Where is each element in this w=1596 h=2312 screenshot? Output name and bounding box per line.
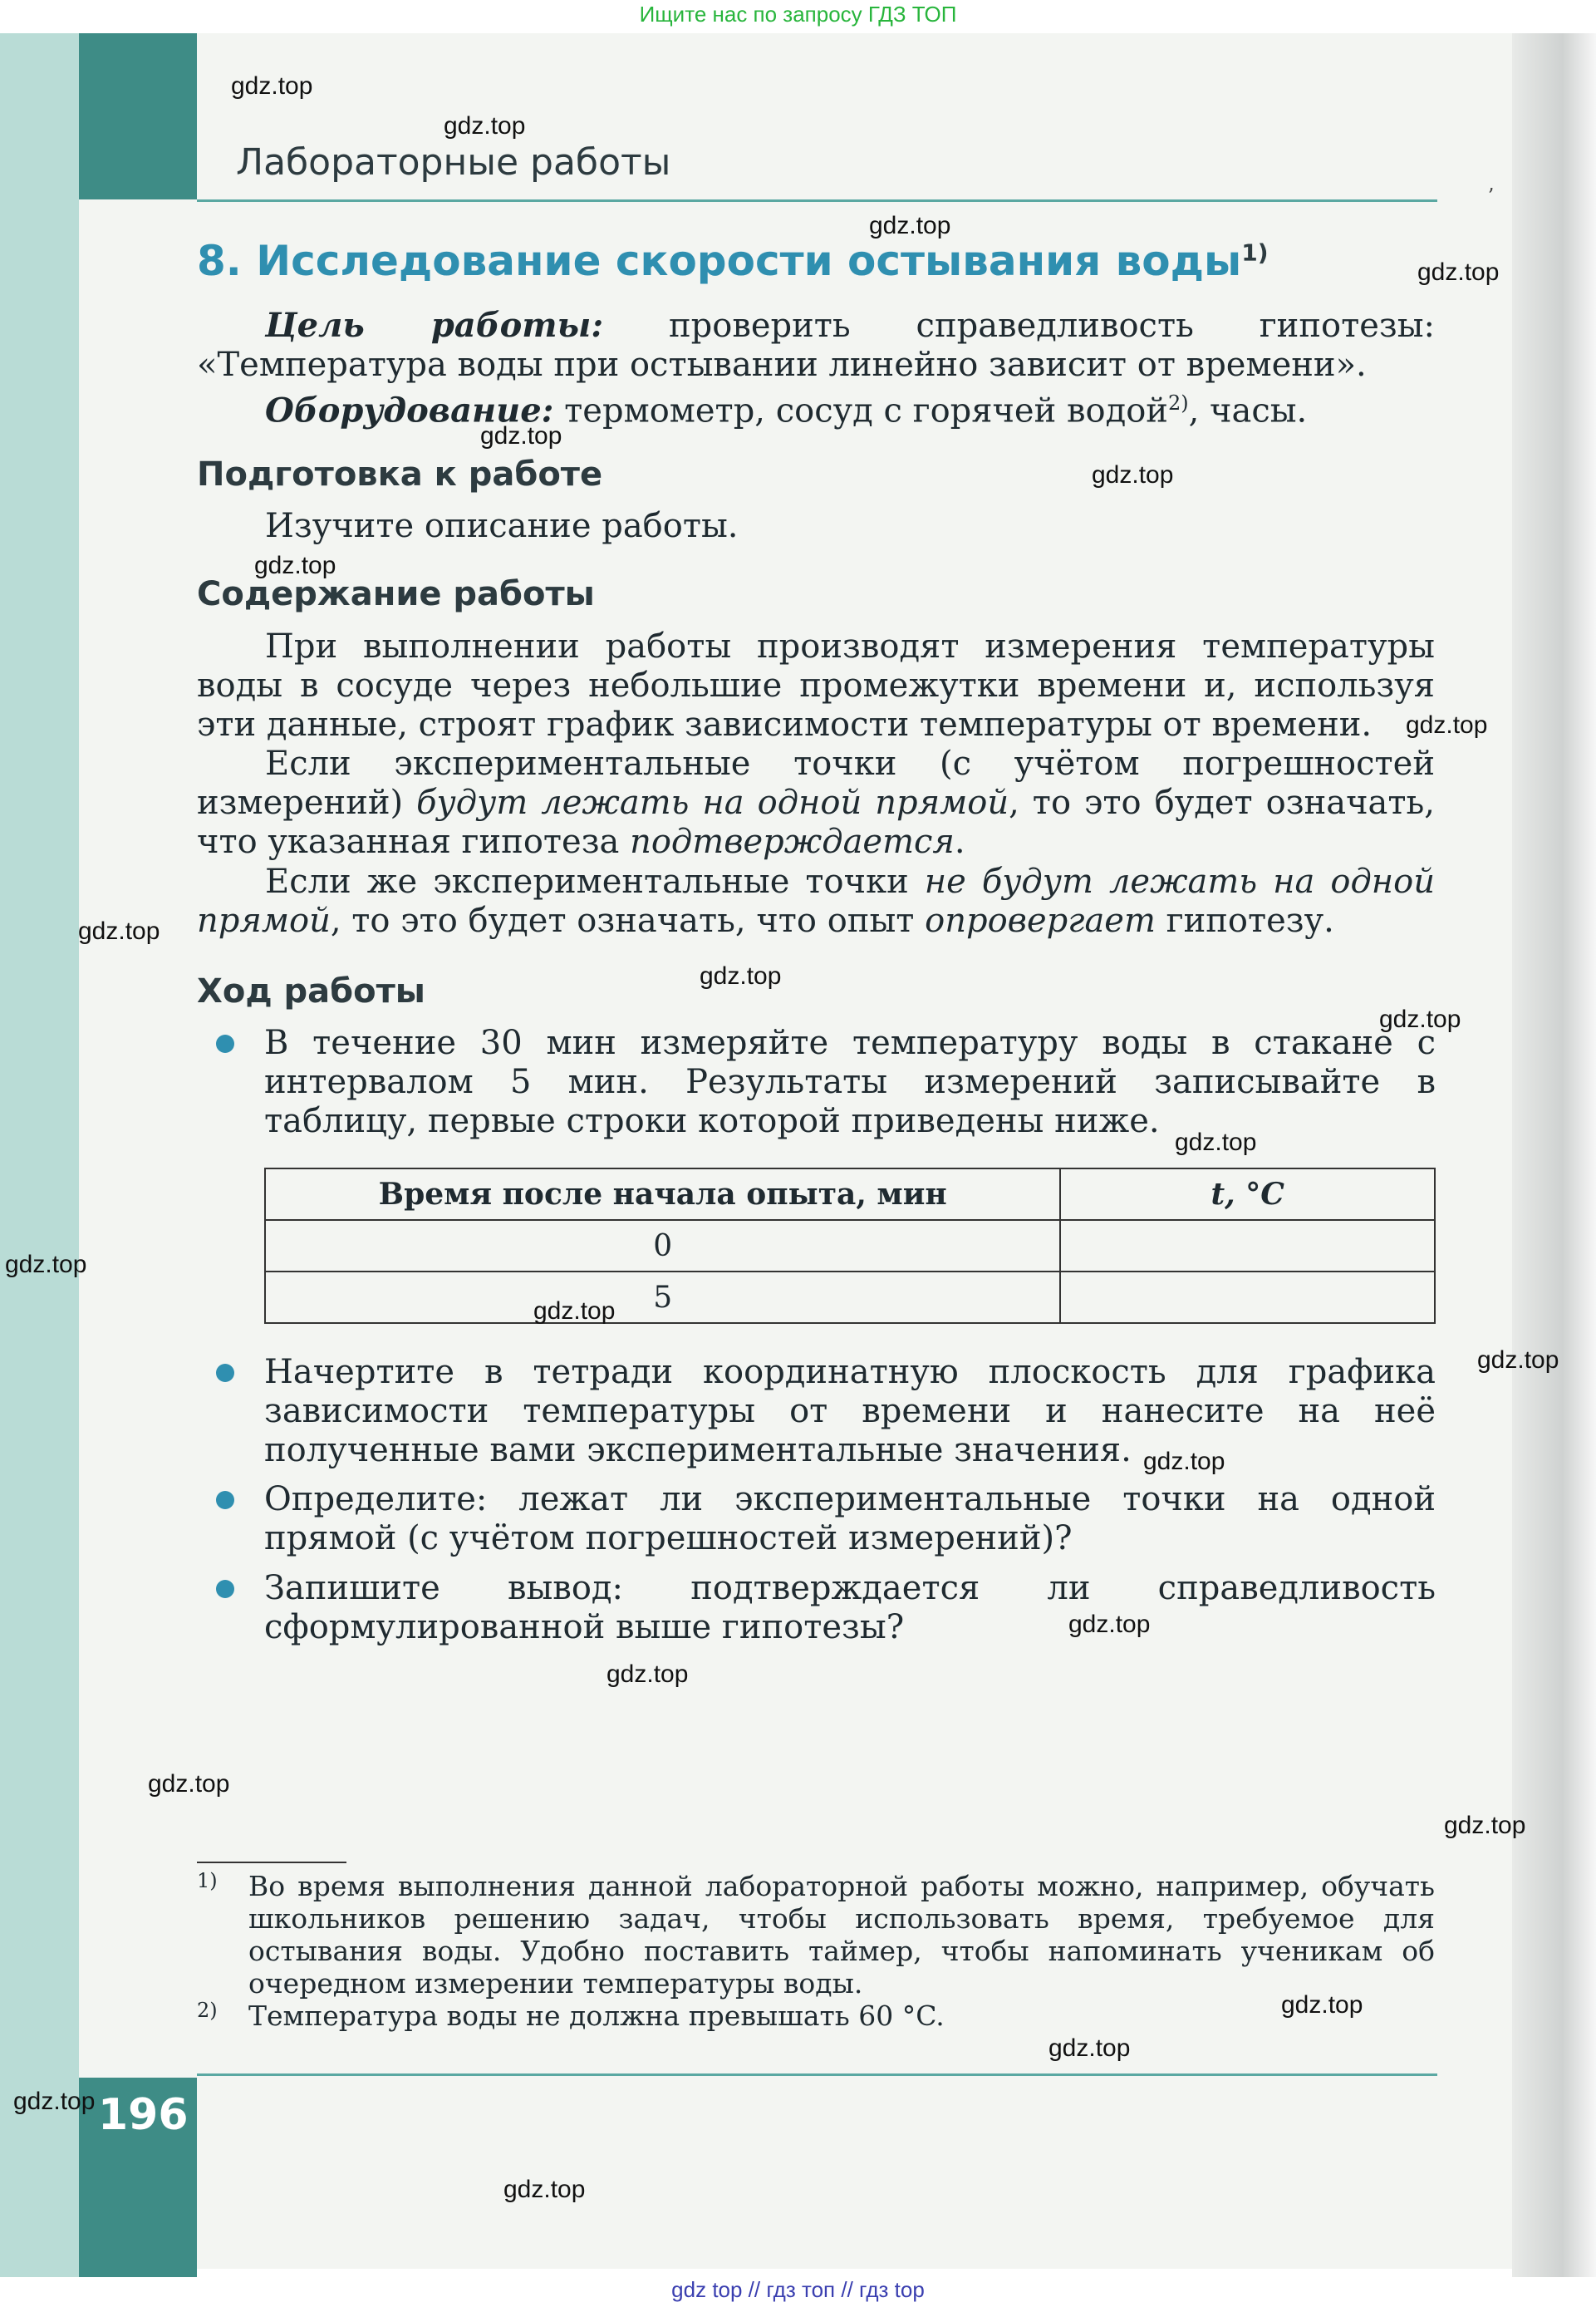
watermark: gdz.top <box>1379 1006 1461 1033</box>
bullet-dot <box>216 1580 234 1598</box>
bullet-dot <box>216 1035 234 1053</box>
p2-emphasis-lie: будут лежать на одной прямой <box>416 784 1009 822</box>
footnote-1 <box>197 1870 1435 2000</box>
watermark: gdz.top <box>148 1770 230 1798</box>
watermark: gdz.top <box>78 917 160 945</box>
watermark: gdz.top <box>869 212 951 239</box>
goal-paragraph <box>197 306 1435 385</box>
table-row <box>265 1220 1435 1272</box>
p3-emphasis-refutes: опровергает <box>925 902 1156 940</box>
watermark: gdz.top <box>533 1297 616 1325</box>
procedure-step-3: Определите: лежат ли экспериментальные точки на одной прямой (с учётом погрешностей измерений)? <box>264 1480 1436 1557</box>
content-paragraph-3 <box>197 863 1435 941</box>
p2-part-a: Если экспериментальные точки (с учётом погрешностей измерений) <box>197 745 1435 822</box>
watermark: gdz.top <box>231 72 313 100</box>
table-cell-temperature[interactable] <box>1060 1220 1435 1272</box>
watermark: gdz.top <box>1092 461 1174 489</box>
section-title: Лабораторные работы <box>236 141 671 184</box>
table-header-row <box>265 1168 1435 1220</box>
lab-number: 8. <box>197 237 242 285</box>
procedure-step-1: В течение 30 мин измеряйте температуру воды в стакане с интервалом 5 мин. Результаты измерений записывайте в таблицу, первые строки которой приведены ниже. <box>264 1024 1436 1140</box>
bullet-dot <box>216 1491 234 1509</box>
table-cell-time: 0 <box>265 1220 1060 1272</box>
table-header-temperature: t, °C <box>1060 1168 1435 1220</box>
footnote-1-text: Во время выполнения данной лабораторной работы можно, например, обучать школьников решению задач, чтобы использовать время, требуемое для остывания воды. Удобно поставить таймер, чтобы напоминать ученикам об очередном измерении температуры воды. <box>248 1870 1435 2000</box>
tick-mark: ʼ <box>1487 184 1494 208</box>
watermark: gdz.top <box>1417 258 1500 286</box>
goal-label: Цель работы: <box>265 306 604 345</box>
watermark: gdz.top <box>1175 1129 1257 1156</box>
watermark: gdz.top <box>1477 1346 1559 1374</box>
section-divider <box>197 199 1437 202</box>
watermark: gdz.top <box>444 112 526 140</box>
content-paragraph-1: При выполнении работы производят измерения температуры воды в сосуде через небольшие промежутки времени и, используя эти данные, строят график зависимости температуры от времени. <box>197 627 1435 744</box>
left-margin-stripe <box>0 33 79 2277</box>
goal-text: проверить справедливость гипотезы: «Температура воды при остывании линейно зависит от времени». <box>197 307 1436 384</box>
watermark: gdz.top <box>1068 1611 1151 1638</box>
equipment-paragraph <box>197 384 1435 430</box>
watermark: gdz.top <box>606 1660 689 1688</box>
watermark: gdz.top <box>1281 1991 1363 2019</box>
table-cell-temperature[interactable] <box>1060 1272 1435 1323</box>
footnote-divider <box>197 1862 346 1863</box>
equipment-tail: , часы. <box>1188 391 1308 430</box>
p3-emphasis-not-lie: не будут лежать на одной прямой <box>197 863 1435 940</box>
prep-heading: Подготовка к работе <box>197 455 603 494</box>
p3-part-c: , то это будет означать, что опыт <box>330 902 915 940</box>
procedure-step-2: Начертите в тетради координатную плоскость для графика зависимости температуры от времени и нанесите на неё полученные вами экспериментальные значения. <box>264 1353 1436 1469</box>
p2-emphasis-confirmed: подтверждается <box>630 823 955 861</box>
page-number: 196 <box>98 2090 189 2140</box>
p3-part-a: Если же экспериментальные точки <box>265 863 909 901</box>
content-paragraph-2 <box>197 745 1435 862</box>
content-heading: Содержание работы <box>197 575 595 613</box>
p2-part-e: . <box>954 823 965 861</box>
lab-title <box>197 237 1269 285</box>
footnote-1-mark: 1) <box>197 1869 218 1892</box>
footnote-2 <box>197 2000 1435 2032</box>
p2-part-c: , то это будет означать, что указанная гипотеза <box>197 784 1436 861</box>
table-cell-time: 5 <box>265 1272 1060 1323</box>
watermark: gdz.top <box>503 2176 586 2203</box>
footnote-2-text: Температура воды не должна превышать 60 °C. <box>248 2000 945 2032</box>
prep-text: Изучите описание работы. <box>265 507 739 545</box>
top-banner[interactable]: Ищите нас по запросу ГДЗ ТОП <box>639 2 957 27</box>
header-tab <box>79 33 197 199</box>
watermark: gdz.top <box>1143 1448 1225 1475</box>
watermark: gdz.top <box>1406 711 1488 739</box>
page-edge-shadow <box>1512 33 1596 2277</box>
footnote-2-mark: 2) <box>197 1999 218 2022</box>
bottom-divider <box>197 2073 1437 2076</box>
table-header-time: Время после начала опыта, мин <box>265 1168 1060 1220</box>
watermark: gdz.top <box>1444 1812 1526 1839</box>
watermark: gdz.top <box>1048 2034 1131 2062</box>
p3-part-e: гипотезу. <box>1166 902 1334 940</box>
watermark: gdz.top <box>254 552 336 579</box>
watermark: gdz.top <box>480 422 562 450</box>
watermark: gdz.top <box>700 962 782 990</box>
equipment-text: термометр, сосуд с горячей водой <box>564 391 1168 430</box>
bullet-dot <box>216 1364 234 1382</box>
equipment-footnote-mark: 2) <box>1167 391 1189 415</box>
lab-title-footnote-mark: 1) <box>1241 239 1269 267</box>
measurements-table <box>264 1168 1436 1324</box>
procedure-heading: Ход работы <box>197 972 425 1011</box>
bottom-banner[interactable]: gdz top // гдз топ // гдз top <box>671 2277 925 2302</box>
procedure-step-4: Запишите вывод: подтверждается ли справедливость сформулированной выше гипотезы? <box>264 1569 1436 1646</box>
equipment-label: Оборудование: <box>265 391 554 430</box>
lab-title-text: Исследование скорости остывания воды <box>256 237 1242 285</box>
watermark: gdz.top <box>5 1251 87 1278</box>
watermark: gdz.top <box>13 2088 96 2115</box>
table-row <box>265 1272 1435 1323</box>
